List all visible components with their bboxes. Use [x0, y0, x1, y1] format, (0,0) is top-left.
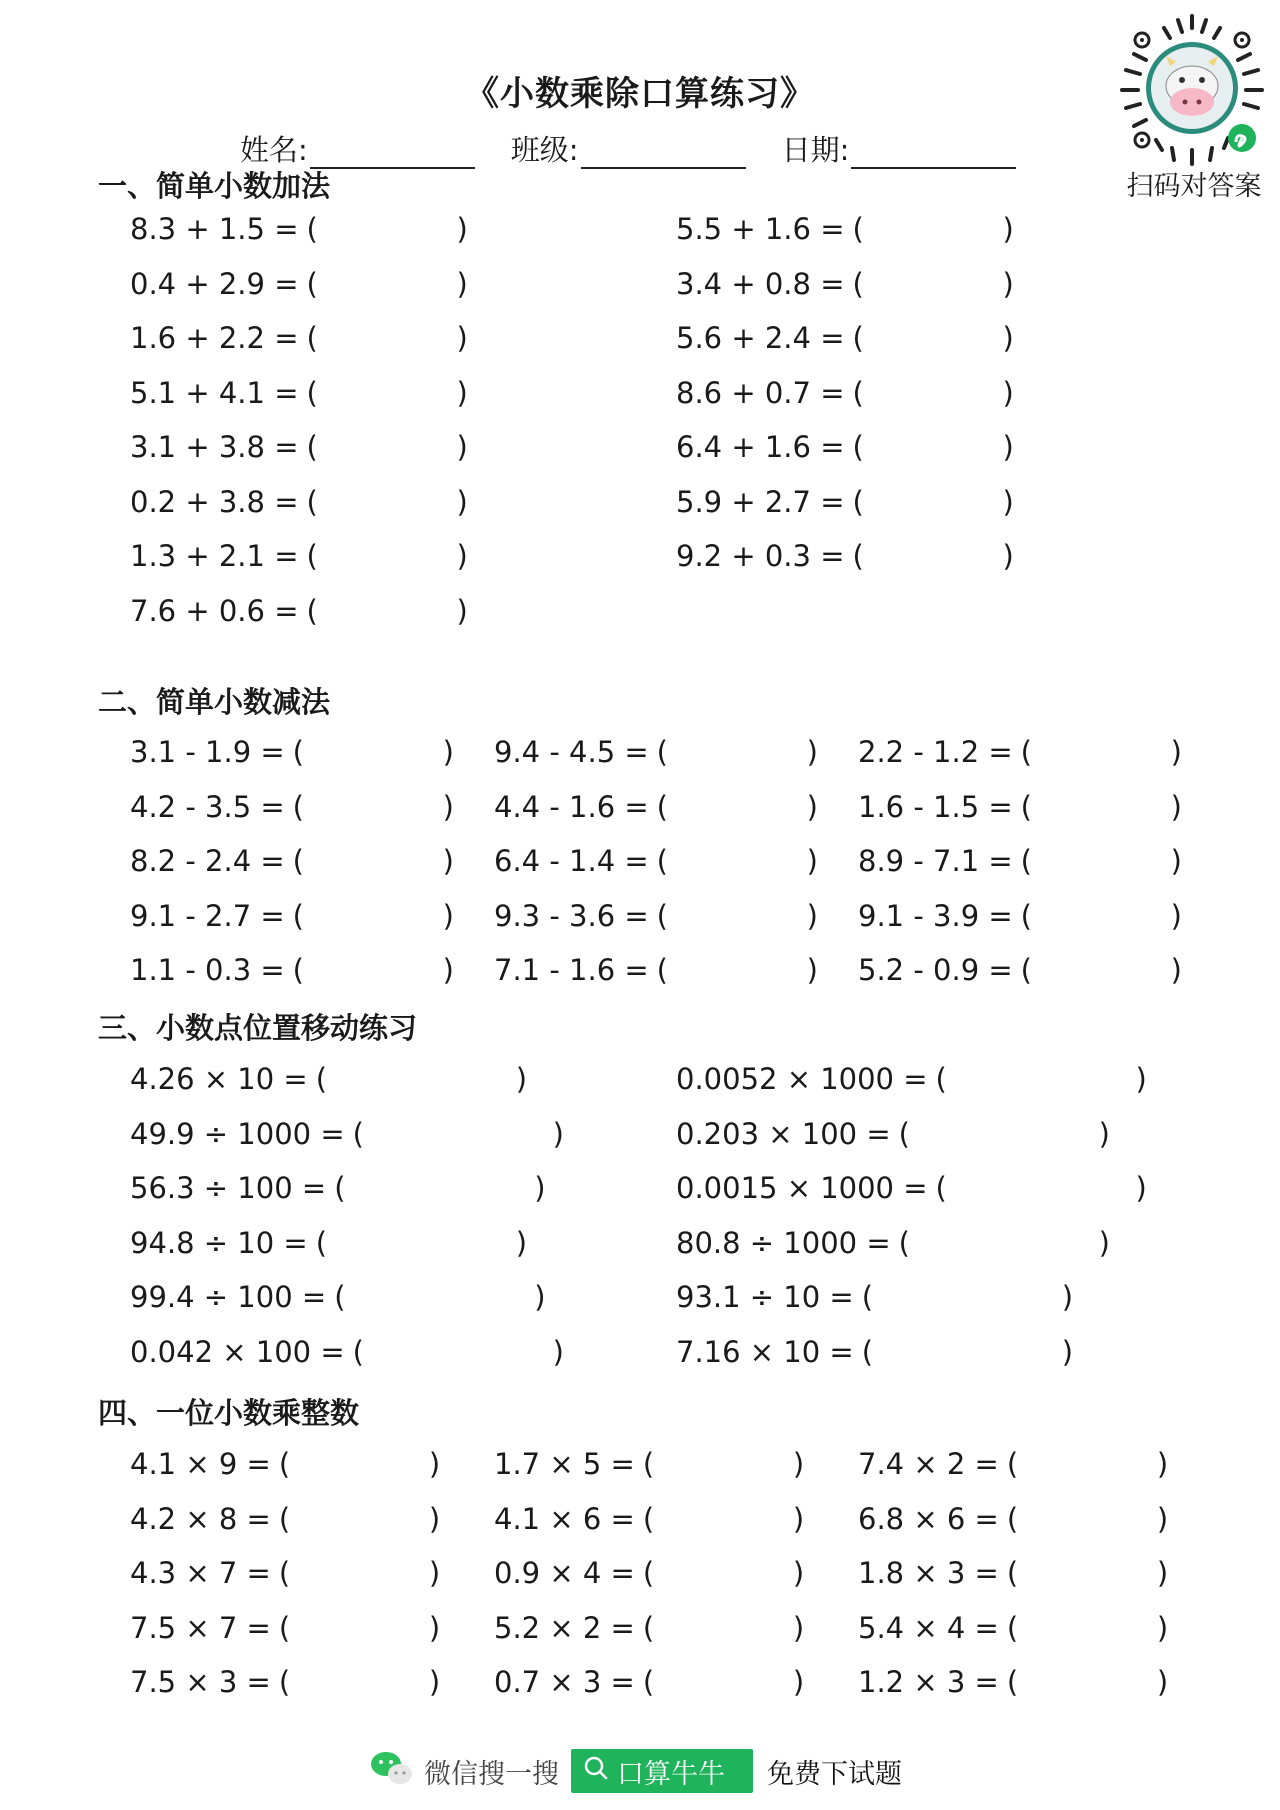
- answer-open-paren: (: [852, 375, 864, 410]
- answer-blank[interactable]: [669, 844, 803, 884]
- answer-blank[interactable]: [865, 376, 999, 416]
- answer-blank[interactable]: [865, 212, 999, 252]
- answer-open-paren: (: [292, 844, 304, 878]
- answer-close-paren: ): [1156, 1447, 1169, 1481]
- problem-expression: 6.4 + 1.6 =: [676, 430, 845, 464]
- answer-blank[interactable]: [911, 1117, 1095, 1157]
- answer-blank[interactable]: [865, 321, 999, 361]
- problem-expression: 94.8 ÷ 10 =: [130, 1225, 308, 1260]
- answer-close-paren: ): [1156, 1556, 1169, 1590]
- answer-blank[interactable]: [655, 1447, 789, 1487]
- answer-blank[interactable]: [319, 267, 453, 307]
- answer-blank[interactable]: [319, 376, 453, 416]
- search-box[interactable]: [571, 1749, 753, 1793]
- answer-close-paren: ): [1098, 1116, 1110, 1151]
- answer-close-paren: ): [456, 321, 468, 355]
- answer-close-paren: ): [1135, 1171, 1147, 1205]
- answer-open-paren: (: [642, 1447, 655, 1481]
- answer-open-paren: (: [656, 735, 668, 769]
- search-prefix: 微信搜一搜: [424, 1758, 559, 1790]
- answer-close-paren: ): [456, 212, 468, 246]
- answer-blank[interactable]: [319, 430, 453, 470]
- answer-blank[interactable]: [319, 594, 453, 634]
- answer-close-paren: ): [456, 266, 468, 301]
- answer-blank[interactable]: [291, 1502, 425, 1542]
- answer-open-paren: (: [642, 1501, 655, 1536]
- answer-open-paren: (: [1020, 789, 1032, 824]
- problem-expression: 2.2 - 1.2 =: [858, 735, 1013, 769]
- answer-blank[interactable]: [655, 1665, 789, 1705]
- answer-open-paren: (: [315, 1062, 328, 1096]
- problem-expression: 1.2 × 3 =: [858, 1665, 999, 1699]
- answer-close-paren: ): [1061, 1334, 1074, 1369]
- answer-blank[interactable]: [669, 953, 803, 993]
- answer-close-paren: ): [1156, 1665, 1169, 1699]
- answer-blank[interactable]: [669, 790, 803, 830]
- problem-expression: 5.2 - 0.9 =: [858, 953, 1013, 987]
- answer-open-paren: (: [1006, 1556, 1019, 1590]
- answer-open-paren: (: [852, 321, 864, 355]
- answer-close-paren: ): [806, 953, 818, 987]
- answer-close-paren: ): [1156, 1610, 1169, 1645]
- answer-open-paren: (: [1020, 953, 1032, 987]
- problem-expression: 7.5 × 3 =: [130, 1665, 271, 1699]
- problem-expression: 0.0015 × 1000 =: [676, 1171, 928, 1205]
- answer-open-paren: (: [656, 953, 668, 987]
- answer-close-paren: ): [1170, 735, 1182, 769]
- answer-open-paren: (: [852, 484, 864, 519]
- problem-expression: 7.5 × 7 =: [130, 1610, 271, 1645]
- answer-blank[interactable]: [655, 1502, 789, 1542]
- answer-open-paren: (: [898, 1116, 910, 1151]
- answer-blank[interactable]: [1019, 1502, 1153, 1542]
- answer-close-paren: ): [806, 844, 818, 878]
- answer-open-paren: (: [306, 375, 318, 410]
- problem-expression: 4.4 - 1.6 =: [494, 789, 649, 824]
- problem-expression: 4.2 - 3.5 =: [130, 789, 285, 824]
- answer-blank[interactable]: [305, 899, 439, 939]
- answer-close-paren: ): [792, 1447, 805, 1481]
- answer-open-paren: (: [861, 1334, 874, 1369]
- problem-expression: 1.6 + 2.2 =: [130, 321, 299, 355]
- section-title: 一、简单小数加法: [98, 169, 331, 203]
- answer-open-paren: (: [292, 953, 304, 987]
- answer-open-paren: (: [278, 1447, 291, 1481]
- problem-expression: 5.9 + 2.7 =: [676, 484, 845, 519]
- problem-expression: 7.1 - 1.6 =: [494, 953, 649, 987]
- answer-open-paren: (: [292, 735, 304, 769]
- answer-close-paren: ): [1002, 321, 1014, 355]
- answer-close-paren: ): [1135, 1062, 1147, 1096]
- answer-blank[interactable]: [1033, 899, 1167, 939]
- answer-blank[interactable]: [319, 539, 453, 579]
- answer-blank[interactable]: [1033, 735, 1167, 775]
- section-title: 三、小数点位置移动练习: [98, 1011, 418, 1045]
- problem-expression: 5.6 + 2.4 =: [676, 321, 845, 355]
- answer-close-paren: ): [792, 1665, 805, 1699]
- answer-blank[interactable]: [291, 1447, 425, 1487]
- problem-expression: 5.4 × 4 =: [858, 1610, 999, 1645]
- problem-expression: 8.2 - 2.4 =: [130, 844, 285, 878]
- answer-close-paren: ): [1170, 844, 1182, 878]
- answer-open-paren: (: [656, 898, 668, 933]
- problem-expression: 8.6 + 0.7 =: [676, 375, 845, 410]
- answer-blank[interactable]: [911, 1226, 1095, 1266]
- problem-expression: 1.8 × 3 =: [858, 1556, 999, 1590]
- problem-expression: 9.1 - 3.9 =: [858, 898, 1013, 933]
- answer-open-paren: (: [315, 1225, 328, 1260]
- answer-open-paren: (: [306, 539, 318, 573]
- problem-expression: 0.4 + 2.9 =: [130, 266, 299, 301]
- answer-close-paren: ): [428, 1665, 441, 1699]
- answer-close-paren: ): [442, 735, 454, 769]
- date-label: 日期:: [781, 133, 850, 167]
- answer-open-paren: (: [642, 1610, 655, 1645]
- answer-blank[interactable]: [305, 844, 439, 884]
- problem-expression: 4.1 × 6 =: [494, 1501, 635, 1536]
- answer-open-paren: (: [656, 844, 668, 878]
- name-label: 姓名:: [240, 133, 308, 167]
- answer-open-paren: (: [306, 430, 318, 464]
- answer-close-paren: ): [428, 1447, 441, 1481]
- answer-open-paren: (: [306, 484, 318, 519]
- problem-expression: 9.2 + 0.3 =: [676, 539, 845, 573]
- answer-open-paren: (: [1006, 1665, 1019, 1699]
- problem-expression: 9.4 - 4.5 =: [494, 735, 649, 769]
- answer-open-paren: (: [1020, 898, 1032, 933]
- answer-close-paren: ): [428, 1501, 441, 1536]
- answer-close-paren: ): [534, 1171, 546, 1205]
- answer-blank[interactable]: [291, 1611, 425, 1651]
- answer-blank[interactable]: [328, 1226, 512, 1266]
- answer-open-paren: (: [278, 1556, 291, 1590]
- answer-open-paren: (: [292, 898, 304, 933]
- answer-open-paren: (: [1020, 735, 1032, 769]
- answer-open-paren: (: [852, 539, 864, 573]
- problem-expression: 1.6 - 1.5 =: [858, 789, 1013, 824]
- answer-close-paren: ): [552, 1334, 564, 1369]
- answer-close-paren: ): [442, 844, 454, 878]
- qr-code-cow-icon[interactable]: [1112, 10, 1272, 170]
- problem-expression: 4.2 × 8 =: [130, 1501, 271, 1536]
- answer-blank[interactable]: [365, 1117, 549, 1157]
- search-icon: [583, 1755, 609, 1788]
- answer-open-paren: (: [852, 430, 864, 464]
- answer-open-paren: (: [352, 1334, 364, 1369]
- answer-blank[interactable]: [1033, 844, 1167, 884]
- answer-close-paren: ): [792, 1610, 805, 1645]
- answer-open-paren: (: [306, 593, 318, 628]
- name-blank[interactable]: [310, 133, 475, 169]
- problem-expression: 5.5 + 1.6 =: [676, 212, 845, 246]
- class-field: [511, 128, 746, 169]
- answer-open-paren: (: [642, 1556, 655, 1590]
- answer-open-paren: (: [306, 212, 318, 246]
- answer-close-paren: ): [456, 430, 468, 464]
- problem-expression: 7.6 + 0.6 =: [130, 593, 299, 628]
- answer-open-paren: (: [334, 1171, 346, 1205]
- answer-close-paren: ): [1002, 484, 1014, 519]
- answer-close-paren: ): [1156, 1501, 1169, 1536]
- answer-open-paren: (: [1006, 1610, 1019, 1645]
- problem-expression: 93.1 ÷ 10 =: [676, 1280, 854, 1314]
- answer-close-paren: ): [806, 789, 818, 824]
- answer-blank[interactable]: [655, 1611, 789, 1651]
- answer-blank[interactable]: [319, 485, 453, 525]
- wechat-icon: [370, 1750, 414, 1793]
- answer-open-paren: (: [898, 1225, 910, 1260]
- problem-expression: 3.1 + 3.8 =: [130, 430, 299, 464]
- answer-close-paren: ): [456, 593, 468, 628]
- answer-blank[interactable]: [669, 735, 803, 775]
- answer-open-paren: (: [292, 789, 304, 824]
- answer-blank[interactable]: [291, 1665, 425, 1705]
- date-blank[interactable]: [851, 133, 1016, 169]
- answer-close-paren: ): [456, 484, 468, 519]
- answer-blank[interactable]: [865, 430, 999, 470]
- answer-close-paren: ): [1170, 789, 1182, 824]
- answer-open-paren: (: [935, 1062, 947, 1096]
- answer-blank[interactable]: [948, 1062, 1132, 1102]
- problem-expression: 1.1 - 0.3 =: [130, 953, 285, 987]
- date-field: [782, 128, 1017, 169]
- answer-blank[interactable]: [874, 1280, 1058, 1320]
- answer-blank[interactable]: [346, 1171, 530, 1211]
- answer-blank[interactable]: [1033, 790, 1167, 830]
- answer-close-paren: ): [1002, 375, 1014, 410]
- answer-close-paren: ): [428, 1610, 441, 1645]
- answer-open-paren: (: [1006, 1447, 1019, 1481]
- answer-blank[interactable]: [865, 267, 999, 307]
- answer-open-paren: (: [278, 1501, 291, 1536]
- footer-banner[interactable]: [370, 1749, 902, 1793]
- problem-expression: 0.042 × 100 =: [130, 1334, 345, 1369]
- answer-blank[interactable]: [669, 899, 803, 939]
- answer-close-paren: ): [442, 953, 454, 987]
- answer-blank[interactable]: [1019, 1665, 1153, 1705]
- name-field: [240, 128, 475, 169]
- answer-blank[interactable]: [291, 1556, 425, 1596]
- problem-expression: 9.3 - 3.6 =: [494, 898, 649, 933]
- answer-close-paren: ): [1098, 1225, 1110, 1260]
- answer-open-paren: (: [1006, 1501, 1019, 1536]
- answer-blank[interactable]: [874, 1335, 1058, 1375]
- answer-blank[interactable]: [865, 485, 999, 525]
- answer-open-paren: (: [352, 1116, 364, 1151]
- answer-close-paren: ): [515, 1225, 528, 1260]
- answer-blank[interactable]: [1019, 1611, 1153, 1651]
- answer-close-paren: ): [456, 375, 468, 410]
- answer-blank[interactable]: [1019, 1447, 1153, 1487]
- problem-expression: 5.1 + 4.1 =: [130, 375, 299, 410]
- download-cta[interactable]: 免费下试题: [767, 1758, 902, 1790]
- answer-open-paren: (: [642, 1665, 655, 1699]
- problem-expression: 4.26 × 10 =: [130, 1062, 308, 1096]
- answer-open-paren: (: [935, 1171, 947, 1205]
- answer-close-paren: ): [456, 539, 468, 573]
- answer-open-paren: (: [852, 266, 864, 301]
- problem-expression: 7.4 × 2 =: [858, 1447, 999, 1481]
- answer-open-paren: (: [656, 789, 668, 824]
- answer-blank[interactable]: [319, 321, 453, 361]
- search-term: 口算牛牛: [617, 1758, 725, 1790]
- answer-close-paren: ): [1061, 1280, 1074, 1314]
- answer-blank[interactable]: [365, 1335, 549, 1375]
- problem-expression: 0.203 × 100 =: [676, 1116, 891, 1151]
- class-label: 班级:: [510, 133, 579, 167]
- class-blank[interactable]: [581, 133, 746, 169]
- problem-expression: 3.1 - 1.9 =: [130, 735, 285, 769]
- answer-blank[interactable]: [319, 212, 453, 252]
- problem-expression: 8.9 - 7.1 =: [858, 844, 1013, 878]
- answer-close-paren: ): [534, 1280, 546, 1314]
- problem-expression: 8.3 + 1.5 =: [130, 212, 299, 246]
- problem-expression: 6.4 - 1.4 =: [494, 844, 649, 878]
- answer-close-paren: ): [1002, 430, 1014, 464]
- problem-expression: 3.4 + 0.8 =: [676, 266, 845, 301]
- problem-expression: 0.7 × 3 =: [494, 1665, 635, 1699]
- problem-expression: 4.1 × 9 =: [130, 1447, 271, 1481]
- problem-expression: 80.8 ÷ 1000 =: [676, 1225, 891, 1260]
- answer-close-paren: ): [442, 789, 454, 824]
- problem-expression: 1.7 × 5 =: [494, 1447, 635, 1481]
- answer-close-paren: ): [806, 898, 818, 933]
- answer-open-paren: (: [334, 1280, 346, 1314]
- answer-blank[interactable]: [655, 1556, 789, 1596]
- answer-close-paren: ): [1170, 898, 1182, 933]
- answer-close-paren: ): [1002, 266, 1014, 301]
- answer-close-paren: ): [792, 1556, 805, 1590]
- student-info: [240, 128, 1052, 169]
- answer-open-paren: (: [1020, 844, 1032, 878]
- problem-expression: 9.1 - 2.7 =: [130, 898, 285, 933]
- answer-close-paren: ): [428, 1556, 441, 1590]
- answer-close-paren: ): [792, 1501, 805, 1536]
- problem-expression: 49.9 ÷ 1000 =: [130, 1116, 345, 1151]
- answer-close-paren: ): [442, 898, 454, 933]
- problem-expression: 99.4 ÷ 100 =: [130, 1280, 327, 1314]
- section-title: 四、一位小数乘整数: [98, 1396, 360, 1430]
- answer-blank[interactable]: [305, 735, 439, 775]
- answer-blank[interactable]: [1033, 953, 1167, 993]
- answer-close-paren: ): [1002, 539, 1014, 573]
- answer-blank[interactable]: [305, 953, 439, 993]
- answer-close-paren: ): [1170, 953, 1182, 987]
- answer-open-paren: (: [306, 321, 318, 355]
- problem-expression: 6.8 × 6 =: [858, 1501, 999, 1536]
- answer-close-paren: ): [515, 1062, 528, 1096]
- answer-blank[interactable]: [328, 1062, 512, 1102]
- qr-label: 扫码对答案: [1126, 171, 1262, 202]
- answer-blank[interactable]: [346, 1280, 530, 1320]
- answer-open-paren: (: [861, 1280, 874, 1314]
- answer-blank[interactable]: [1019, 1556, 1153, 1596]
- problem-expression: 5.2 × 2 =: [494, 1610, 635, 1645]
- page-title: 《小数乘除口算练习》: [465, 74, 815, 114]
- answer-open-paren: (: [306, 266, 318, 301]
- problem-expression: 4.3 × 7 =: [130, 1556, 271, 1590]
- problem-expression: 0.2 + 3.8 =: [130, 484, 299, 519]
- answer-open-paren: (: [278, 1610, 291, 1645]
- answer-blank[interactable]: [865, 539, 999, 579]
- problem-expression: 56.3 ÷ 100 =: [130, 1171, 327, 1205]
- answer-close-paren: ): [552, 1116, 564, 1151]
- problem-expression: 7.16 × 10 =: [676, 1334, 854, 1369]
- answer-open-paren: (: [278, 1665, 291, 1699]
- problem-expression: 1.3 + 2.1 =: [130, 539, 299, 573]
- answer-open-paren: (: [852, 212, 864, 246]
- answer-blank[interactable]: [948, 1171, 1132, 1211]
- answer-close-paren: ): [1002, 212, 1014, 246]
- problem-expression: 0.9 × 4 =: [494, 1556, 635, 1590]
- problem-expression: 0.0052 × 1000 =: [676, 1062, 928, 1096]
- answer-blank[interactable]: [305, 790, 439, 830]
- section-title: 二、简单小数减法: [98, 685, 331, 719]
- answer-close-paren: ): [806, 735, 818, 769]
